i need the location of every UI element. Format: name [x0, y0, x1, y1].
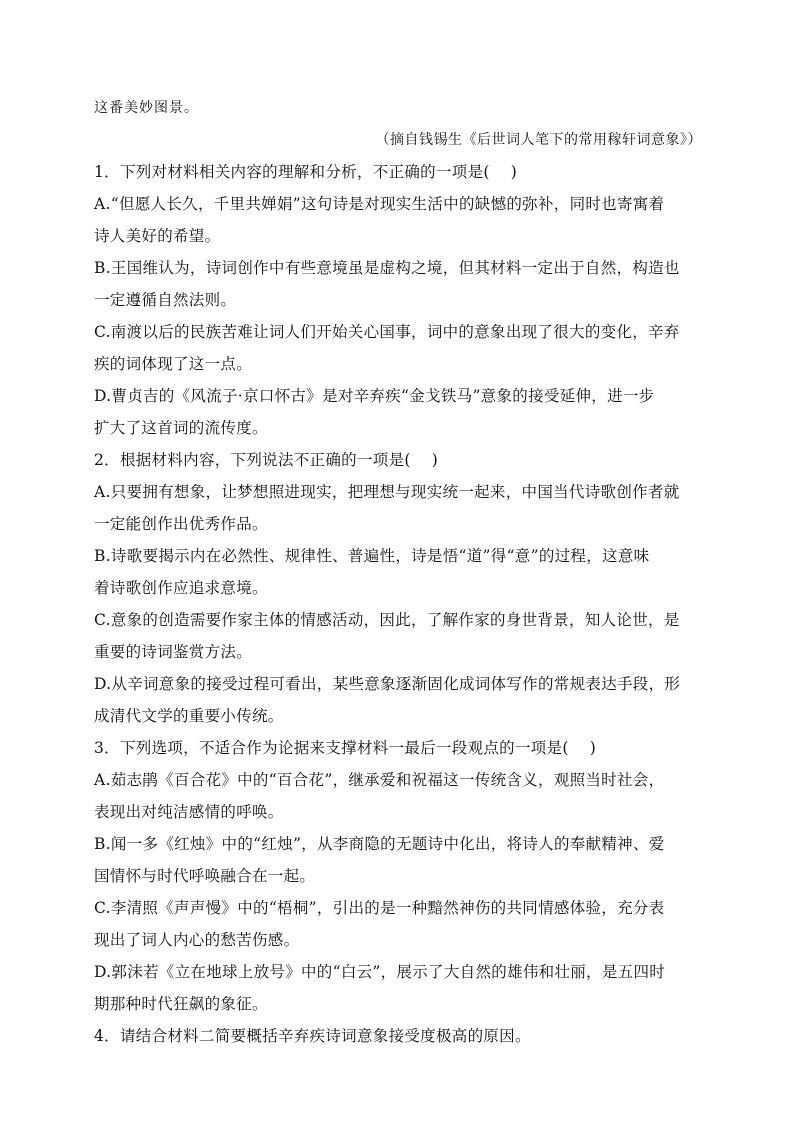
page-content: [94, 92, 702, 1052]
option-text-line: 国情怀与时代呼唤融合在一起。: [94, 867, 316, 885]
option-text-line: 一定能创作出优秀作品。: [94, 515, 268, 533]
option-text-line: 疾的词体现了这一点。: [94, 355, 253, 373]
option-text-line: B.王国维认为，诗词创作中有些意境虽是虚构之境，但其材料一定出于自然，构造也: [94, 259, 680, 277]
question-1-option-a: [94, 188, 702, 252]
option-text-line: 现出了词人内心的愁苦伤感。: [94, 931, 300, 949]
opening-line: 这番美妙图景。: [94, 100, 199, 116]
question-2-option-a: [94, 476, 702, 540]
question-2-option-d: [94, 668, 702, 732]
question-1-option-c: [94, 316, 702, 380]
question-stem-3: 3．下列选项，不适合作为论据来支撑材料一最后一段观点的一项是( ): [94, 739, 597, 757]
option-text-line: 成清代文学的重要小传统。: [94, 707, 284, 725]
option-text-line: C.李清照《声声慢》中的“梧桐”，引出的是一种黯然神伤的共同情感体验，充分表: [94, 899, 665, 917]
option-text-line: 诗人美好的希望。: [94, 227, 221, 245]
option-text-line: B.诗歌要揭示内在必然性、规律性、普遍性，诗是悟“道”得“意”的过程，这意味: [94, 547, 650, 565]
question-3-option-a: [94, 764, 702, 828]
option-text-line: A.只要拥有想象，让梦想照进现实，把理想与现实统一起来，中国当代诗歌创作者就: [94, 483, 680, 501]
option-text-line: 一定遵循自然法则。: [94, 291, 237, 309]
source-citation: （摘自钱锡生《后世词人笔下的常用稼轩词意象》）: [375, 132, 702, 148]
option-text-line: C.南渡以后的民族苦难让词人们开始关心国事，词中的意象出现了很大的变化，辛弃: [94, 323, 680, 341]
option-text-line: C.意象的创造需要作家主体的情感活动，因此，了解作家的身世背景，知人论世，是: [94, 611, 680, 629]
option-text-line: D.曹贞吉的《风流子·京口怀古》是对辛弃疾“金戈铁马”意象的接受延伸，进一步: [94, 387, 655, 405]
question-3-option-b: [94, 828, 702, 892]
question-stem-4: 4．请结合材料二简要概括辛弃疾诗词意象接受度极高的原因。: [94, 1027, 531, 1045]
question-2-option-c: [94, 604, 702, 668]
question-3-option-c: [94, 892, 702, 956]
question-1-option-d: [94, 380, 702, 444]
option-text-line: A.茹志鹃《百合花》中的“百合花”，继承爱和祝福这一传统含义，观照当时社会，: [94, 771, 665, 789]
question-stem-1: 1．下列对材料相关内容的理解和分析，不正确的一项是( ): [94, 163, 518, 181]
option-text-line: 着诗歌创作应追求意境。: [94, 579, 268, 597]
option-text-line: B.闻一多《红烛》中的“红烛”，从李商隐的无题诗中化出，将诗人的奉献精神、爱: [94, 835, 665, 853]
question-1-option-b: [94, 252, 702, 316]
question-3-option-d: [94, 956, 702, 1020]
option-text-line: 扩大了这首词的流传度。: [94, 419, 268, 437]
option-text-line: 表现出对纯洁感情的呼唤。: [94, 803, 284, 821]
question-2-option-b: [94, 540, 702, 604]
option-text-line: D.从辛词意象的接受过程可看出，某些意象逐渐固化成词体写作的常规表达手段，形: [94, 675, 681, 693]
option-text-line: A.“但愿人长久，千里共婵娟”这句诗是对现实生活中的缺憾的弥补，同时也寄寓着: [94, 195, 665, 213]
question-stem-2: 2．根据材料内容，下列说法不正确的一项是( ): [94, 451, 439, 469]
option-text-line: 期那种时代狂飙的象征。: [94, 995, 268, 1013]
option-text-line: D.郭沫若《立在地球上放号》中的“白云”，展示了大自然的雄伟和壮丽，是五四时: [94, 963, 666, 981]
question-list: [94, 156, 702, 1052]
option-text-line: 重要的诗词鉴赏方法。: [94, 643, 253, 661]
